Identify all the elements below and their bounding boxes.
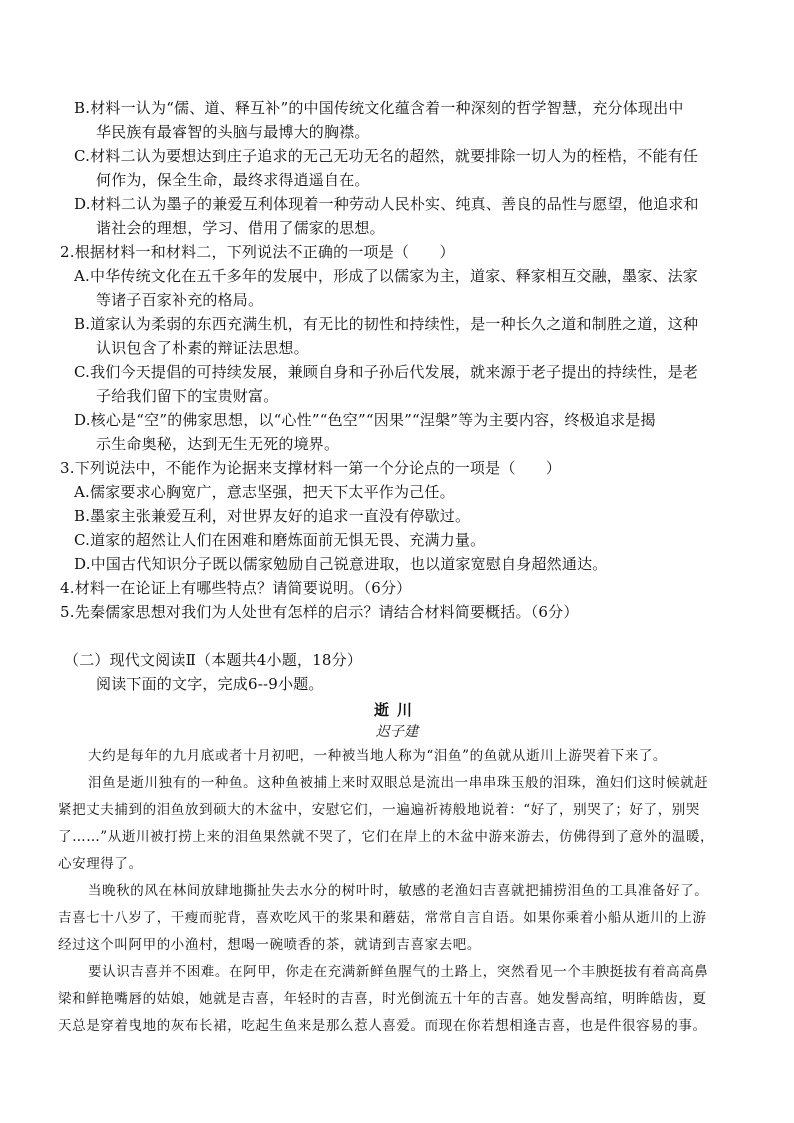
story-author: 迟子建 — [375, 724, 419, 740]
q1-option-b-line2: 华民族有最睿智的头脑与最博大的胸襟。 — [96, 123, 370, 141]
story-p3-line2: 吉喜七十八岁了，干瘦而驼背，喜欢吃风干的浆果和蘑菇，常常自言自语。如果你乘着小船从逝川的上游 — [58, 910, 707, 926]
q1-option-c-line1: C.材料二认为要想达到庄子追求的无己无功无名的超然，就要排除一切人为的桎梏，不能有任 — [74, 147, 699, 165]
q3-option-a: A.儒家要求心胸宽广，意志坚强，把天下太平作为己任。 — [74, 483, 455, 501]
q1-option-d-line1: D.材料二认为墨子的兼爱互利体现着一种劳动人民朴实、纯真、善良的品性与愿望，他追求和 — [74, 195, 699, 213]
story-p1-line1: 大约是每年的九月底或者十月初吧，一种被当地人称为“泪鱼”的鱼就从逝川上游哭着下来了。 — [88, 748, 668, 764]
q3-option-c: C.道家的超然让人们在困难和磨炼面前无惧无畏、充满力量。 — [74, 531, 486, 549]
q5-stem: 5.先秦儒家思想对我们为人处世有怎样的启示？请结合材料简要概括。（6分） — [60, 603, 579, 621]
q1-option-d-line2: 谐社会的理想，学习、借用了儒家的思想。 — [96, 219, 385, 237]
q2-option-d-line1: D.核心是“空”的佛家思想，以“心性”“色空”“因果”“涅槃”等为主要内容，终极追求是揭 — [74, 411, 656, 429]
q1-option-b-line1: B.材料一认为“儒、道、释互补”的中国传统文化蕴含着一种深刻的哲学智慧，充分体现出中 — [74, 99, 684, 117]
q2-option-c-line1: C.我们今天提倡的可持续发展，兼顾自身和子孙后代发展，就来源于老子提出的持续性，是老 — [74, 363, 699, 381]
q2-stem: 2.根据材料一和材料二，下列说法不正确的一项是（ ） — [60, 243, 455, 261]
section2-heading: （二）现代文阅读Ⅱ（本题共4小题，18分） — [64, 651, 363, 669]
q3-stem: 3.下列说法中，不能作为论据来支撑材料一第一个分论点的一项是（ ） — [60, 459, 562, 477]
q2-option-c-line2: 子给我们留下的宝贵财富。 — [96, 387, 279, 405]
story-p4-line3: 天总是穿着曳地的灰布长裙，吃起生鱼来是那么惹人喜爱。而现在你若想相逢吉喜，也是件很容易的事。 — [58, 1018, 707, 1034]
q2-option-d-line2: 示生命奥秘，达到无生无死的境界。 — [96, 435, 340, 453]
story-p4-line2: 梁和鲜艳嘴唇的姑娘，她就是吉喜，年轻时的吉喜，时光倒流五十年的吉喜。她发髻高绾，明眸皓齿，夏 — [58, 991, 707, 1007]
q4-stem: 4.材料一在论证上有哪些特点？请简要说明。（6分） — [60, 579, 412, 597]
section2-instruction: 阅读下面的文字，完成6--9小题。 — [96, 675, 324, 693]
story-p2-line3: 了……”从逝川被打捞上来的泪鱼果然就不哭了，它们在岸上的木盆中游来游去，仿佛得到了意外的温暖， — [58, 829, 715, 845]
q3-option-d: D.中国古代知识分子既以儒家勉励自己锐意进取，也以道家宽慰自身超然通达。 — [74, 555, 608, 573]
q2-option-b-line2: 认识包含了朴素的辩证法思想。 — [96, 339, 309, 357]
story-p4-line1: 要认识吉喜并不困难。在阿甲，你走在充满新鲜鱼腥气的土路上，突然看见一个丰腴挺拔有着高高鼻 — [88, 964, 709, 980]
q1-option-c-line2: 何作为，保全生命，最终求得逍遥自在。 — [96, 171, 370, 189]
story-p2-line1: 泪鱼是逝川独有的一种鱼。这种鱼被捕上来时双眼总是流出一串串珠玉般的泪珠，渔妇们这时候就赶 — [88, 775, 709, 791]
story-p2-line4: 心安理得了。 — [58, 856, 143, 872]
story-p2-line2: 紧把丈夫捕到的泪鱼放到硕大的木盆中，安慰它们，一遍遍祈祷般地说着：“好了，别哭了；好了，别哭 — [58, 802, 700, 818]
q2-option-a-line2: 等诸子百家补充的格局。 — [96, 291, 264, 309]
q3-option-b: B.墨家主张兼爱互利，对世界友好的追求一直没有停歇过。 — [74, 507, 471, 525]
story-p3-line3: 经过这个叫阿甲的小渔村，想喝一碗喷香的茶，就请到吉喜家去吧。 — [58, 937, 481, 953]
q2-option-a-line1: A.中华传统文化在五千多年的发展中，形成了以儒家为主，道家、释家相互交融，墨家、法家 — [74, 267, 699, 285]
story-title: 逝川 — [373, 701, 420, 719]
story-p3-line1: 当晚秋的风在林间放肆地撕扯失去水分的树叶时，敏感的老渔妇吉喜就把捕捞泪鱼的工具准备好了。 — [88, 883, 709, 899]
q2-option-b-line1: B.道家认为柔弱的东西充满生机，有无比的韧性和持续性，是一种长久之道和制胜之道，这种 — [74, 315, 699, 333]
